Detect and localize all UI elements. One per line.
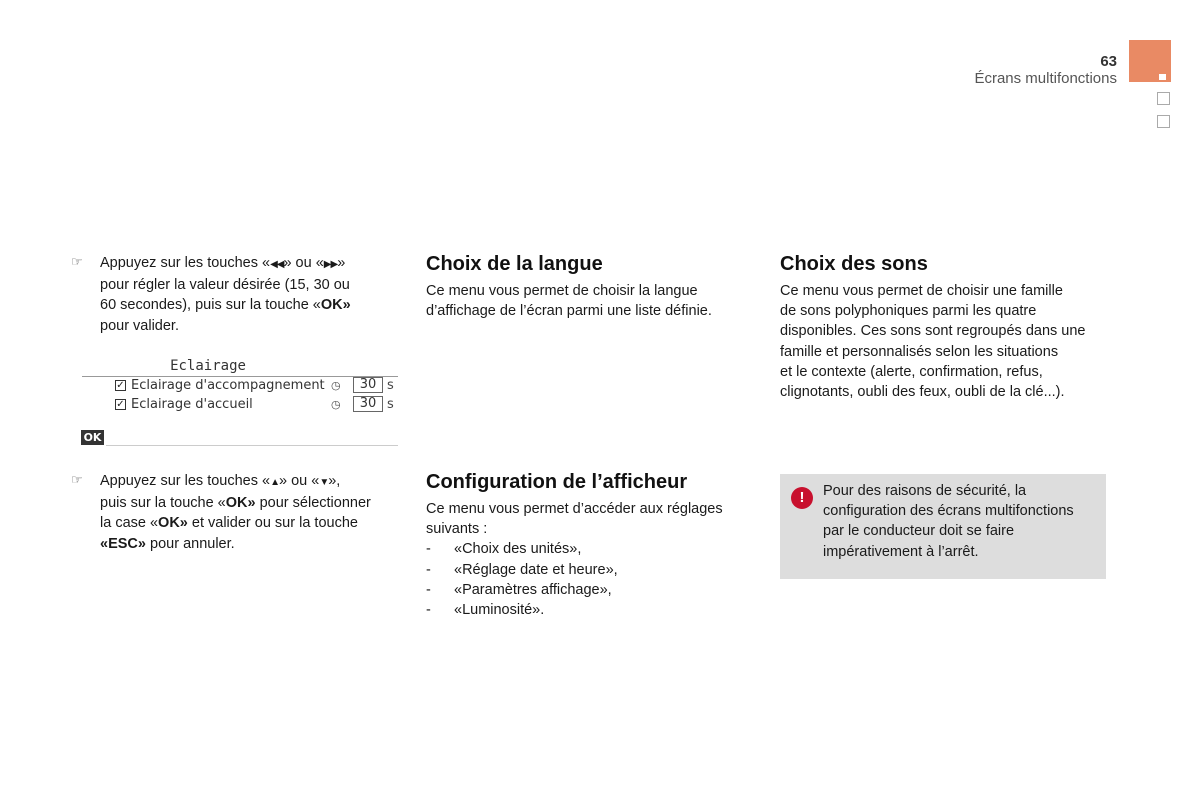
pointing-hand-icon: ☞ — [71, 254, 83, 269]
text-line: d’affichage de l’écran parmi une liste définie. — [426, 303, 712, 320]
text-line: Pour des raisons de sécurité, la — [823, 483, 1027, 499]
paragraph — [426, 281, 766, 321]
heading-langue: Choix de la langue — [426, 253, 603, 275]
list-item: - «Choix des unités», — [426, 541, 582, 558]
key-ok: OK — [225, 495, 248, 512]
text-line: impérativement à l’arrêt. — [823, 543, 979, 560]
text-line: Ce menu vous permet d’accéder aux réglages — [426, 501, 723, 517]
setting-label: Eclairage d'accompagnement — [131, 378, 325, 393]
fast-forward-icon: ▶▶ — [323, 259, 338, 270]
key-esc: ESC — [108, 535, 138, 552]
tab-marker-icon — [1159, 74, 1166, 80]
divider — [82, 376, 398, 377]
tab-box-icon — [1157, 92, 1170, 105]
clock-icon: ◷ — [331, 399, 341, 411]
setting-label: Eclairage d'accueil — [131, 397, 253, 412]
up-arrow-icon: ▲ — [270, 477, 279, 488]
step-instruction — [100, 471, 400, 554]
text-line: 60 secondes), puis sur la touche «OK» — [100, 297, 351, 314]
value-box: 30 — [353, 377, 383, 393]
divider — [106, 445, 398, 446]
unit-label: s — [387, 397, 394, 412]
text-line: configuration des écrans multifonctions — [823, 503, 1074, 520]
list-item: - «Paramètres affichage», — [426, 581, 612, 598]
warning-icon: ! — [791, 487, 813, 509]
text-line: Ce menu vous permet de choisir la langue — [426, 283, 698, 299]
ok-button: OK — [81, 430, 104, 445]
text-line: clignotants, oubli des feux, oubli de la clé...). — [780, 384, 1065, 401]
text-line: Ce menu vous permet de choisir une famille — [780, 283, 1063, 299]
step-instruction — [100, 253, 400, 336]
text-line: suivants : — [426, 521, 488, 538]
pointing-hand-icon: ☞ — [71, 472, 83, 487]
section-title: Écrans multifonctions — [974, 70, 1117, 87]
value-box: 30 — [353, 396, 383, 412]
checkbox-checked-icon: ✓ — [116, 380, 125, 391]
heading-sons: Choix des sons — [780, 253, 928, 275]
display-screenshot — [80, 356, 398, 448]
checkbox-checked-icon: ✓ — [116, 399, 125, 410]
down-arrow-icon: ▼ — [319, 477, 329, 488]
key-ok: OK — [320, 297, 343, 314]
list-item: - «Luminosité». — [426, 602, 545, 619]
paragraph — [780, 281, 1120, 402]
tab-box-icon — [1157, 115, 1170, 128]
text-line: famille et personnalisés selon les situations — [780, 343, 1059, 360]
heading-afficheur: Configuration de l’afficheur — [426, 471, 688, 493]
unit-label: s — [387, 378, 394, 393]
text-line: et le contexte (alerte, confirmation, refus, — [780, 363, 1043, 380]
screen-title: Eclairage — [170, 358, 246, 374]
text-line: pour valider. — [100, 317, 179, 334]
key-ok: OK — [158, 515, 180, 532]
rewind-icon: ◀◀ — [270, 259, 284, 270]
text-line: Appuyez sur les touches «◀◀» ou «▶▶» — [100, 255, 346, 271]
text-line: «ESC» pour annuler. — [100, 535, 235, 552]
text-line: de sons polyphoniques parmi les quatre — [780, 303, 1037, 320]
text-line: disponibles. Ces sons sont regroupés dans une — [780, 323, 1086, 340]
text-line: puis sur la touche «OK» pour sélectionner — [100, 495, 371, 512]
paragraph — [426, 499, 766, 620]
text-line: la case «OK» et valider ou sur la touche — [100, 515, 358, 532]
page-number: 63 — [1100, 53, 1117, 70]
list-item: - «Réglage date et heure», — [426, 561, 618, 578]
text-line: par le conducteur doit se faire — [823, 523, 1015, 540]
text-line: Appuyez sur les touches «▲» ou «▼», — [100, 473, 341, 489]
clock-icon: ◷ — [331, 380, 341, 392]
text-line: pour régler la valeur désirée (15, 30 ou — [100, 277, 350, 294]
warning-text — [823, 481, 1103, 562]
